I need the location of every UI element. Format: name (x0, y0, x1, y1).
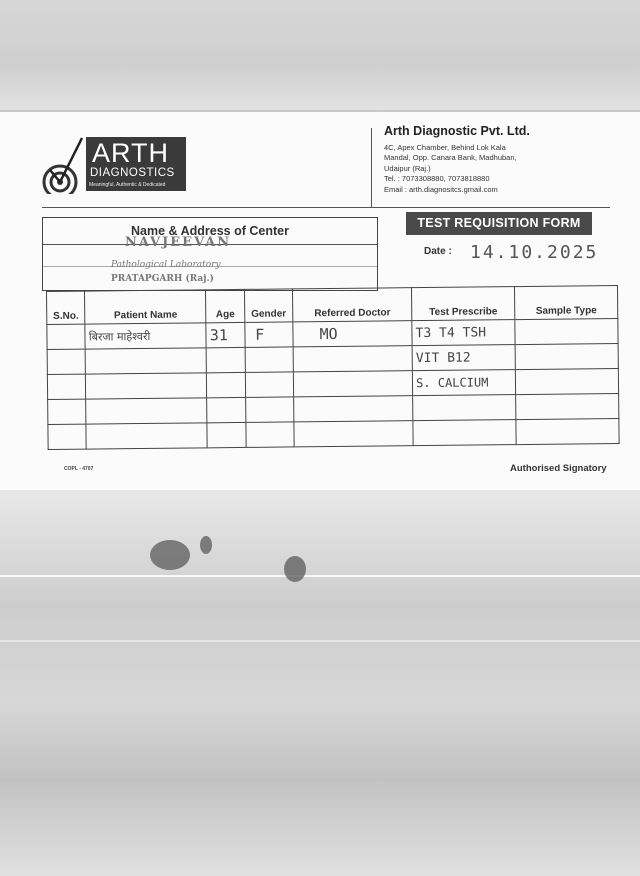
ink-smudge (200, 536, 212, 554)
cell-sno[interactable] (48, 399, 87, 424)
address-line: Mandal, Opp. Canara Bank, Madhuban, (384, 153, 517, 162)
cell-sno[interactable] (47, 374, 86, 399)
column-header-patient-name: Patient Name (85, 290, 206, 324)
cell-gender[interactable] (245, 397, 294, 423)
ink-smudge (284, 556, 306, 582)
cell-referred-doctor[interactable]: MO (293, 321, 412, 347)
center-address-box (42, 217, 378, 291)
logo-wordmark: ARTH (92, 138, 170, 168)
address-line: 4C, Apex Chamber, Behind Lok Kala (384, 143, 506, 152)
cell-sno[interactable] (48, 424, 87, 449)
cell-gender[interactable] (246, 422, 295, 448)
requisition-table (46, 285, 620, 450)
cell-referred-doctor[interactable] (294, 396, 413, 422)
cell-test-prescribe[interactable]: S. CALCIUM (413, 370, 516, 396)
cell-sample-type[interactable] (515, 369, 618, 395)
date-value[interactable]: 14.10.2025 (470, 242, 599, 263)
scan-margin-top (0, 0, 640, 110)
column-header-sno: S.No. (47, 291, 86, 324)
cell-patient-name[interactable] (85, 348, 206, 374)
cell-age[interactable] (207, 372, 246, 397)
cell-sno[interactable] (47, 349, 86, 374)
table-row (48, 419, 619, 450)
form-code: COPL - 4707 (64, 466, 94, 472)
cell-sample-type[interactable] (516, 419, 619, 445)
column-header-referred-doctor: Referred Doctor (293, 288, 412, 322)
cell-referred-doctor[interactable] (293, 371, 412, 397)
address-email: Email : arth.diagnositcs.gmail.com (384, 185, 498, 194)
cell-sample-type[interactable] (516, 394, 619, 420)
cell-age[interactable]: 31 (206, 322, 245, 347)
form-title-banner: TEST REQUISITION FORM (406, 212, 592, 235)
logo-tagline: Meaningful, Authentic & Dedicated (89, 182, 166, 188)
scan-margin-bottom (0, 490, 640, 876)
cell-sample-type[interactable] (515, 344, 618, 370)
column-header-sample-type: Sample Type (515, 286, 618, 320)
center-stamp-lab: Pathological Laboratory (111, 260, 221, 270)
company-name: Arth Diagnostic Pvt. Ltd. (384, 124, 530, 138)
logo-subtitle: DIAGNOSTICS (90, 167, 175, 179)
cell-age[interactable] (206, 347, 245, 372)
column-header-age: Age (206, 289, 245, 322)
cell-referred-doctor[interactable] (294, 421, 413, 447)
cell-age[interactable] (207, 397, 246, 422)
cell-patient-name[interactable] (86, 373, 207, 399)
center-stamp-city: PRATAPGARH (Raj.) (111, 274, 214, 284)
company-logo (86, 137, 186, 191)
cell-age[interactable] (207, 422, 246, 447)
ink-smudge (150, 540, 190, 570)
cell-patient-name[interactable]: बिरजा माहेश्वरी (85, 323, 206, 349)
center-stamp-name: NAVJEEVAN (125, 235, 232, 250)
cell-sno[interactable] (47, 324, 86, 349)
date-label: Date : (424, 246, 452, 257)
cell-gender[interactable]: F (245, 322, 294, 348)
cell-test-prescribe[interactable]: VIT B12 (412, 345, 515, 371)
cell-test-prescribe[interactable] (413, 395, 516, 421)
address-line: Udaipur (Raj.) (384, 164, 431, 173)
authorised-signatory-label: Authorised Signatory (510, 463, 607, 474)
paper-crease (0, 575, 640, 577)
cell-referred-doctor[interactable] (293, 346, 412, 372)
header-rule (42, 207, 610, 208)
address-phone: Tel. : 7073308880, 7073818880 (384, 174, 490, 183)
column-header-gender: Gender (244, 289, 293, 323)
cell-test-prescribe[interactable] (413, 420, 516, 446)
center-box-title: Name & Address of Center (131, 224, 289, 238)
cell-test-prescribe[interactable]: T3 T4 TSH (412, 320, 515, 346)
cell-gender[interactable] (245, 372, 294, 398)
cell-patient-name[interactable] (86, 423, 207, 449)
cell-sample-type[interactable] (515, 319, 618, 345)
cell-patient-name[interactable] (86, 398, 207, 424)
header-divider (371, 128, 372, 208)
column-header-test-prescribe: Test Prescribe (412, 287, 515, 321)
cell-gender[interactable] (245, 347, 294, 373)
paper-crease (0, 640, 640, 642)
